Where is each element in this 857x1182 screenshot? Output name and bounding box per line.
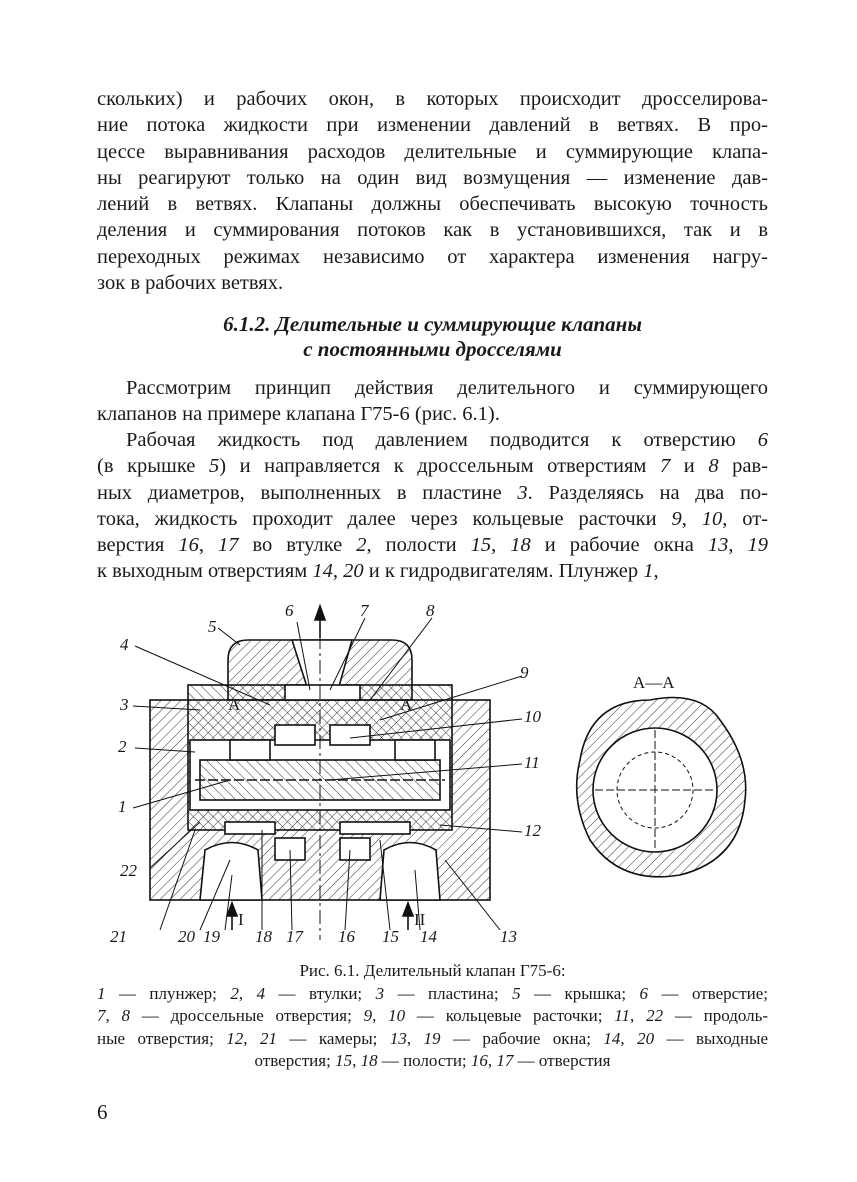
text-line [97,1050,768,1073]
text-segment: — камеры; [276,1028,390,1048]
text-segment: во втулке [238,534,357,557]
text-segment: и к гидродвигателям. Плунжер [363,560,644,583]
reference-number: 19 [747,534,768,557]
reference-number: 13 [389,1028,407,1048]
text-line [97,960,768,983]
text-segment: , [372,1006,389,1025]
text-segment: — кольцевые расточки; [405,1006,615,1025]
text-segment: , [487,1051,497,1070]
text-segment: переходных режимах независимо от характера изменения нагру- [97,245,768,268]
reference-number: 14 [312,560,333,583]
part-label-1: 1 [118,797,127,816]
part-label-9: 9 [520,663,529,682]
text-segment: Рабочая жидкость под давлением подводится к отверстию [126,429,758,451]
reference-number: 16 [178,534,199,557]
text-segment: , [238,983,257,1003]
text-segment: , [406,1028,424,1048]
part-label-20: 20 [178,927,195,946]
reference-number: 9 [363,1006,373,1025]
part-label-4: 4 [120,635,129,654]
reference-number: 10 [388,1006,406,1025]
reference-number: 5 [208,455,220,478]
text-segment: тока, жидкость проходит далее через кольцевые расточки [97,507,672,530]
part-label-2: 2 [118,737,127,756]
text-segment: , [352,1051,361,1070]
part-label-21: 21 [110,927,127,946]
reference-number: 20 [637,1028,655,1048]
reference-number: 6 [639,983,649,1003]
reference-number: 7 [659,455,671,478]
text-segment: лений в ветвях. Клапаны должны обеспечивать высокую точность [97,193,768,216]
reference-number: 14 [603,1028,621,1048]
text-segment: , [620,1028,638,1048]
reference-number: 18 [510,534,531,557]
page-number: 6 [97,1100,108,1124]
reference-number: 4 [256,983,266,1003]
part-label-11: 11 [524,753,540,772]
text-segment: , [332,560,344,583]
port-label-II: II [414,910,426,929]
valve-longitudinal-section [150,606,490,940]
text-segment: Рис. 6.1. Делительный клапан Г75-6: [299,961,566,980]
text-segment: деления и суммирования потоков как в установившихся, так и в [97,219,768,242]
text-segment: скольких) и рабочих окон, в которых происходит дросселирова- [97,88,768,110]
text-segment: ние потока жидкости при изменении давлений в ветвях. В про- [97,114,768,137]
reference-number: 7 [97,1006,106,1025]
text-segment: — плунжер; [105,983,231,1003]
reference-number: 19 [423,1028,441,1048]
text-segment: . Разделяясь на два по- [527,481,768,504]
text-segment: рав- [718,455,768,478]
reference-number: 5 [512,983,521,1003]
text-segment: — продоль- [663,1006,769,1025]
text-segment: зок в рабочих ветвях. [97,272,284,295]
reference-number: 20 [343,560,364,583]
reference-number: 13 [707,534,729,557]
text-segment: ных диаметров, выполненных в пластине [97,481,518,504]
section-a-a [577,698,746,877]
text-segment: ны реагируют только на один вид возмущения — изменение дав- [97,166,768,189]
text-segment: — полости; [377,1051,471,1070]
section-mark-left: А [228,695,241,714]
reference-number: 8 [121,1006,131,1025]
text-segment: , [105,1006,122,1025]
text-segment: отверстия; [254,1051,336,1070]
text-segment: , [491,534,511,557]
part-label-3: 3 [120,695,129,714]
text-segment: , [243,1028,260,1048]
text-segment: и [670,455,709,478]
text-segment: ные отверстия; [97,1028,227,1048]
reference-number: 3 [375,983,385,1003]
part-label-8: 8 [426,601,435,620]
part-label-13: 13 [500,927,517,946]
text-line [97,1005,768,1028]
text-segment: — отверстия [513,1051,611,1070]
section-mark-right: А [400,695,413,714]
reference-number: 10 [701,507,723,530]
text-segment: клапанов на примере клапана Г75-6 (рис. 6.1). [97,403,500,426]
text-segment: — отверстие; [648,983,768,1003]
reference-number: 6 [757,429,768,451]
text-segment: ) и направляется к дроссельным отверстиям [219,455,660,478]
part-label-18: 18 [255,927,272,946]
text-segment: — крышка; [520,983,640,1003]
text-segment: , [681,507,702,530]
reference-number: 15 [335,1051,353,1070]
text-segment: , [630,1006,647,1025]
text-segment: — пластина; [384,983,513,1003]
text-segment: Рассмотрим принцип действия делительного и суммирующего [126,377,768,399]
reference-number: 9 [671,507,682,530]
reference-number: 18 [360,1051,378,1070]
part-label-15: 15 [382,927,399,946]
reference-number: 2 [356,534,367,557]
section-heading-line-1: 6.1.2. Делительные и суммирующие клапаны [223,312,642,336]
part-label-7: 7 [360,601,369,620]
reference-number: 17 [496,1051,514,1070]
text-segment: цессе выравнивания расходов делительные и суммирующие клапа- [97,140,768,163]
figure-caption [97,960,768,1073]
reference-number: 2 [230,983,239,1003]
reference-number: 11 [614,1006,631,1025]
text-segment: — втулки; [265,983,376,1003]
part-label-17: 17 [286,927,303,946]
text-segment: — дроссельные отверстия; [130,1006,364,1025]
text-segment: , [198,534,218,557]
section-a-a-title: А—А [633,673,675,692]
text-segment: , полости [366,534,471,557]
part-label-22: 22 [120,861,137,880]
reference-number: 8 [708,455,719,478]
part-label-16: 16 [338,927,355,946]
part-label-14: 14 [420,927,437,946]
reference-number: 16 [470,1051,488,1070]
text-segment: , [653,560,659,583]
part-label-10: 10 [524,707,541,726]
reference-number: 1 [97,983,106,1003]
reference-number: 21 [259,1028,277,1048]
part-label-12: 12 [524,821,541,840]
part-label-19: 19 [203,927,220,946]
text-segment: — выходные [654,1028,769,1048]
text-segment: (в крышке [97,455,209,478]
text-line [97,1028,768,1051]
text-segment: к выходным отверстиям [97,560,313,583]
section-heading-line-2: с постоянными дросселями [303,337,562,361]
reference-number: 12 [226,1028,244,1048]
part-label-5: 5 [208,617,217,636]
reference-number: 17 [218,534,239,557]
reference-number: 1 [643,560,654,583]
port-label-I: I [238,910,244,929]
text-segment: , от- [722,507,768,530]
reference-number: 22 [646,1006,664,1025]
text-segment: верстия [97,534,179,557]
text-segment: и рабочие окна [530,534,708,557]
part-label-6: 6 [285,601,294,620]
text-line [97,983,768,1006]
text-segment: — рабочие окна; [440,1028,604,1048]
text-segment: , [728,534,748,557]
reference-number: 15 [470,534,492,557]
reference-number: 3 [517,481,528,504]
